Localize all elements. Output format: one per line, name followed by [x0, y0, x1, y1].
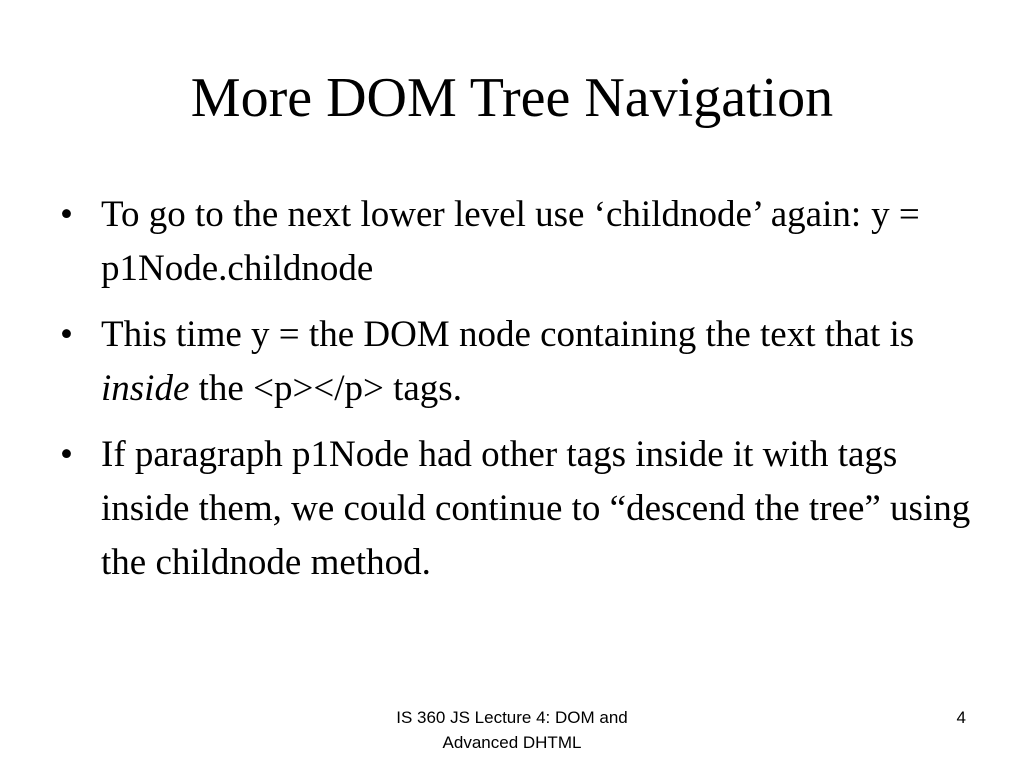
- bullet-text: This time y = the DOM node containing the text that is: [101, 314, 915, 355]
- footer-line-1: IS 360 JS Lecture 4: DOM and: [396, 708, 628, 727]
- footer-line-2: Advanced DHTML: [442, 733, 582, 752]
- page-number: 4: [956, 708, 966, 727]
- bullet-item-2: [60, 308, 980, 416]
- bullet-dot-icon: •: [60, 314, 73, 355]
- slide-footer: [354, 705, 670, 755]
- bullet-dot-icon: •: [60, 434, 73, 475]
- bullet-dot-icon: •: [60, 194, 73, 235]
- bullet-text: To go to the next lower level use ‘childnode’ again:: [101, 194, 862, 235]
- bullet-list: [60, 188, 980, 602]
- emphasis-text: inside: [101, 368, 190, 409]
- code-snippet: y = p1Node.childnode: [101, 194, 920, 289]
- bullet-item-3: [60, 428, 980, 590]
- bullet-text: If paragraph p1Node had other tags inside it with tags inside them, we could continue to “descend the tree” using the childnode method.: [101, 434, 971, 583]
- bullet-item-1: [60, 188, 980, 296]
- slide-title: More DOM Tree Navigation: [190, 67, 834, 129]
- bullet-text: the <p></p> tags.: [198, 368, 462, 409]
